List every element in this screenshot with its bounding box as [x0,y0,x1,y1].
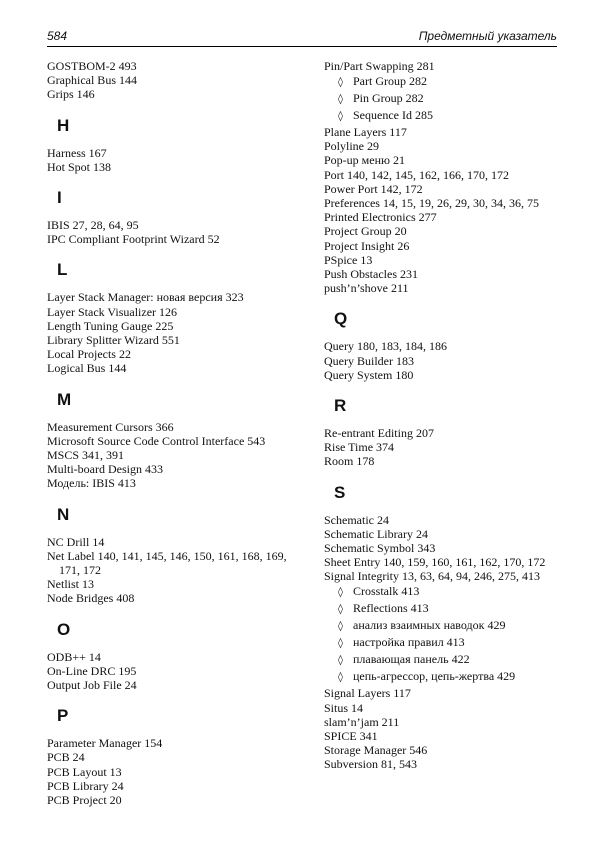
index-subentry-text: Part Group 282 [353,74,427,88]
index-entry: push’n’shove 211 [324,281,409,296]
index-entry: Room 178 [324,454,375,469]
index-entry: Printed Electronics 277 [324,210,437,225]
index-subentry [324,601,560,617]
index-entry: Microsoft Source Code Control Interface 543 [47,433,266,448]
section-letter: I [57,188,62,208]
index-entry: Query Builder 183 [324,353,414,368]
index-entry: On-Line DRC 195 [47,663,137,678]
index-subentry [324,584,560,600]
index-entry: Harness 167 [47,145,107,160]
index-entry: IBIS 27, 28, 64, 95 [47,218,139,233]
index-entry: slam’n’jam 211 [324,714,400,729]
diamond-icon: ◊ [338,587,343,599]
index-entry: Signal Layers 117 [324,686,411,701]
index-entry: Multi-board Design 433 [47,462,163,477]
index-subentry [324,618,560,634]
index-subentry-text: цепь-агрессор, цепь-жертва 429 [353,669,516,684]
index-entry: Layer Stack Manager: новая версия 323 [47,290,244,305]
index-entry: Library Splitter Wizard 551 [47,333,180,348]
index-entry: Graphical Bus 144 [47,73,137,88]
index-subentry [324,74,560,90]
index-entry: NC Drill 14 [47,534,105,549]
index-subentry-text: Reflections 413 [353,601,429,616]
index-entry: GOSTBOM-2 493 [47,59,137,73]
index-subentry [324,669,560,685]
index-entry: ODB++ 14 [47,649,101,664]
diamond-icon: ◊ [338,604,343,616]
diamond-icon: ◊ [338,77,343,88]
section-letter: H [57,115,70,135]
diamond-icon: ◊ [338,655,343,667]
index-subentry-text: Sequence Id 285 [353,108,433,122]
index-entry: Re-entrant Editing 207 [324,426,434,441]
index-entry: MSCS 341, 391 [47,448,125,463]
index-entry: Plane Layers 117 [324,125,407,139]
index-entry: Layer Stack Visualizer 126 [47,304,178,319]
section-letter: Q [334,309,348,329]
index-entry: PCB 24 [47,750,85,765]
index-entry: Preferences 14, 15, 19, 26, 29, 30, 34, 36, 75 [324,196,539,211]
index-entry: Project Group 20 [324,224,407,239]
index-entry: Polyline 29 [324,139,380,154]
index-entry: Schematic 24 [324,512,389,527]
index-entry: Output Job File 24 [47,678,137,693]
index-entry: SPICE 341 [324,729,378,744]
index-entry: PCB Library 24 [47,778,124,793]
index-subentry-text: Pin Group 282 [353,91,424,105]
page-header [47,28,557,47]
index-entry: Parameter Manager 154 [47,736,163,751]
index-subentry [324,652,560,668]
index-entry: PSpice 13 [324,252,373,267]
diamond-icon: ◊ [338,621,343,633]
index-entry: Query System 180 [324,367,414,382]
index-entry: Situs 14 [324,700,364,715]
index-entry: Subversion 81, 543 [324,757,417,772]
index-entry: Project Insight 26 [324,238,410,253]
diamond-icon: ◊ [338,111,343,122]
index-column-left [47,59,287,807]
index-column-right [324,59,560,772]
index-entry: PCB Project 20 [47,793,122,808]
index-entry: Hot Spot 138 [47,159,112,174]
index-entry: Power Port 142, 172 [324,181,423,196]
running-title: Предметный указатель [418,29,557,43]
index-subentry [324,635,560,651]
index-entry: Netlist 13 [47,577,94,592]
index-entry: Schematic Library 24 [324,526,428,541]
index-entry: Local Projects 22 [47,347,131,362]
index-entry: Pop-up меню 21 [324,153,405,168]
diamond-icon: ◊ [338,94,343,105]
index-entry: Measurement Cursors 366 [47,419,174,434]
index-subentry-text: настройка правил 413 [353,635,465,650]
index-entry: Sheet Entry 140, 159, 160, 161, 162, 170, 172 [324,555,546,570]
index-entry: Grips 146 [47,87,95,102]
index-subentry-text: Crosstalk 413 [353,584,420,599]
diamond-icon: ◊ [338,638,343,650]
index-entry: Push Obstacles 231 [324,267,418,282]
section-letter: R [334,396,347,416]
index-entry: Rise Time 374 [324,440,395,455]
page-number: 584 [47,29,68,43]
index-entry: Pin/Part Swapping 281 [324,59,435,73]
section-letter: P [57,706,69,726]
index-entry: Query 180, 183, 184, 186 [324,339,447,354]
index-entry: Storage Manager 546 [324,743,428,758]
index-entry: PCB Layout 13 [47,764,122,779]
section-letter: N [57,504,70,524]
index-entry: Length Tuning Gauge 225 [47,318,174,333]
index-subentry-text: анализ взаимных наводок 429 [353,618,506,633]
diamond-icon: ◊ [338,672,343,684]
section-letter: M [57,389,72,409]
index-entry: Logical Bus 144 [47,361,127,376]
index-entry: Port 140, 142, 145, 162, 166, 170, 172 [324,167,510,182]
index-entry: Node Bridges 408 [47,591,135,606]
index-subentry [324,91,560,107]
index-entry: Signal Integrity 13, 63, 64, 94, 246, 275, 413 [324,569,540,584]
index-entry: Net Label 140, 141, 145, 146, 150, 161, 168, 169, 171, 172 [47,548,287,578]
section-letter: O [57,619,71,639]
index-subentry-text: плавающая панель 422 [353,652,470,667]
index-entry: Модель: IBIS 413 [47,476,136,491]
section-letter: L [57,260,68,280]
section-letter: S [334,482,346,502]
index-entry: Schematic Symbol 343 [324,541,436,556]
index-entry: IPC Compliant Footprint Wizard 52 [47,232,220,247]
index-subentry [324,108,560,124]
